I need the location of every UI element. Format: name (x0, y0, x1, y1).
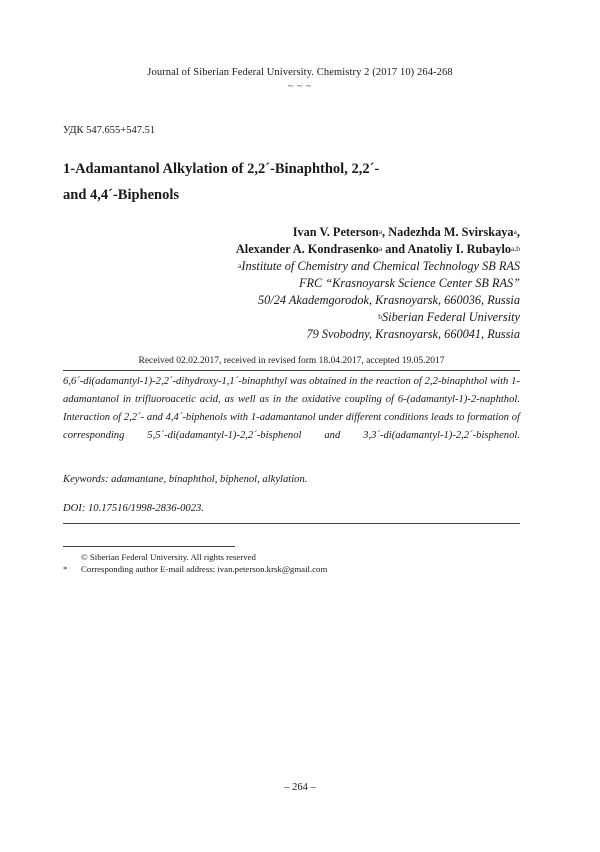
author-affiliation-mark: a (513, 227, 517, 236)
author-affiliation-mark: a (378, 227, 383, 236)
abstract-text: 6,6´-di(adamantyl-1)-2,2´-dihydroxy-1,1´-binaphthyl was obtained in the reaction of 2,2-binaphthol with 1-adamantanol in trifluoroacetic acid, as well as in the oxidative coupling of 6-(adamantyl-1)-2-naphthol. Interaction of 2,2´- and 4,4´-biphenols with 1-adamantanol under different conditions leads to formation of corresponding 5,5´-di(adamantyl-1)-2,2´-bisphenol and 3,3´-di(adamantyl-1)-2,2´-bisphenol. (63, 376, 520, 441)
author-affiliation-mark: a (378, 244, 383, 253)
affiliation-a-line-3: 50/24 Akademgorodok, Krasnoyarsk, 660036, Russia (258, 293, 520, 307)
corresponding-email[interactable]: Corresponding author E-mail address: ivan.peterson.krsk@gmail.com (81, 564, 328, 574)
author-name: Ivan V. Peterson (292, 225, 379, 239)
footnote-rule (63, 546, 235, 547)
author-affiliation-mark: a,b (511, 244, 520, 253)
page-number: – 264 – (284, 782, 316, 793)
article-title (63, 156, 483, 208)
footnote-corresponding (63, 563, 523, 575)
author-block (80, 224, 520, 343)
author-name: Nadezhda M. Svirskaya (388, 225, 514, 239)
divider-bottom (63, 523, 520, 524)
affiliation-a-line-2: FRC “Krasnoyarsk Science Center SB RAS” (299, 276, 520, 290)
keywords: Keywords: adamantane, binaphthol, biphenol, alkylation. (63, 474, 308, 485)
affiliation-mark: a (238, 261, 242, 270)
received-dates: Received 02.02.2017, received in revised form 18.04.2017, accepted 19.05.2017 (138, 356, 445, 366)
author-name: Alexander A. Kondrasenko (235, 242, 379, 256)
doi[interactable]: DOI: 10.17516/1998-2836-0023. (63, 503, 204, 514)
author-line-1: Ivan V. Peterson$^a$, Nadezhda M. Svirskaya$^a$, (292, 225, 520, 239)
affiliation-a-line-1: $^a$Institute of Chemistry and Chemical Technology SB RAS (238, 259, 520, 273)
footnote-mark: * (63, 564, 68, 574)
title-line-2: and 4,4´-Biphenols (63, 187, 180, 203)
udk-code: УДК 547.655+547.51 (63, 125, 156, 136)
author-conjunction: and (385, 242, 406, 256)
footnote-copyright: © Siberian Federal University. All rights reserved (81, 552, 256, 562)
header-ornament: ~ ~ ~ (287, 81, 313, 91)
author-name: Anatoliy I. Rubaylo (407, 242, 512, 256)
divider-top (63, 370, 520, 371)
journal-header: Journal of Siberian Federal University. Chemistry 2 (2017 10) 264-268 (147, 67, 453, 78)
affiliation-b-line-2: 79 Svobodny, Krasnoyarsk, 660041, Russia (306, 327, 520, 341)
affiliation-mark: b (378, 312, 383, 321)
footnotes (63, 551, 523, 575)
author-line-2 (80, 241, 520, 258)
affiliation-b-line-1: $^b$Siberian Federal University (378, 310, 520, 324)
title-line-1: 1-Adamantanol Alkylation of 2,2´-Binaphthol, 2,2´- (63, 161, 380, 177)
